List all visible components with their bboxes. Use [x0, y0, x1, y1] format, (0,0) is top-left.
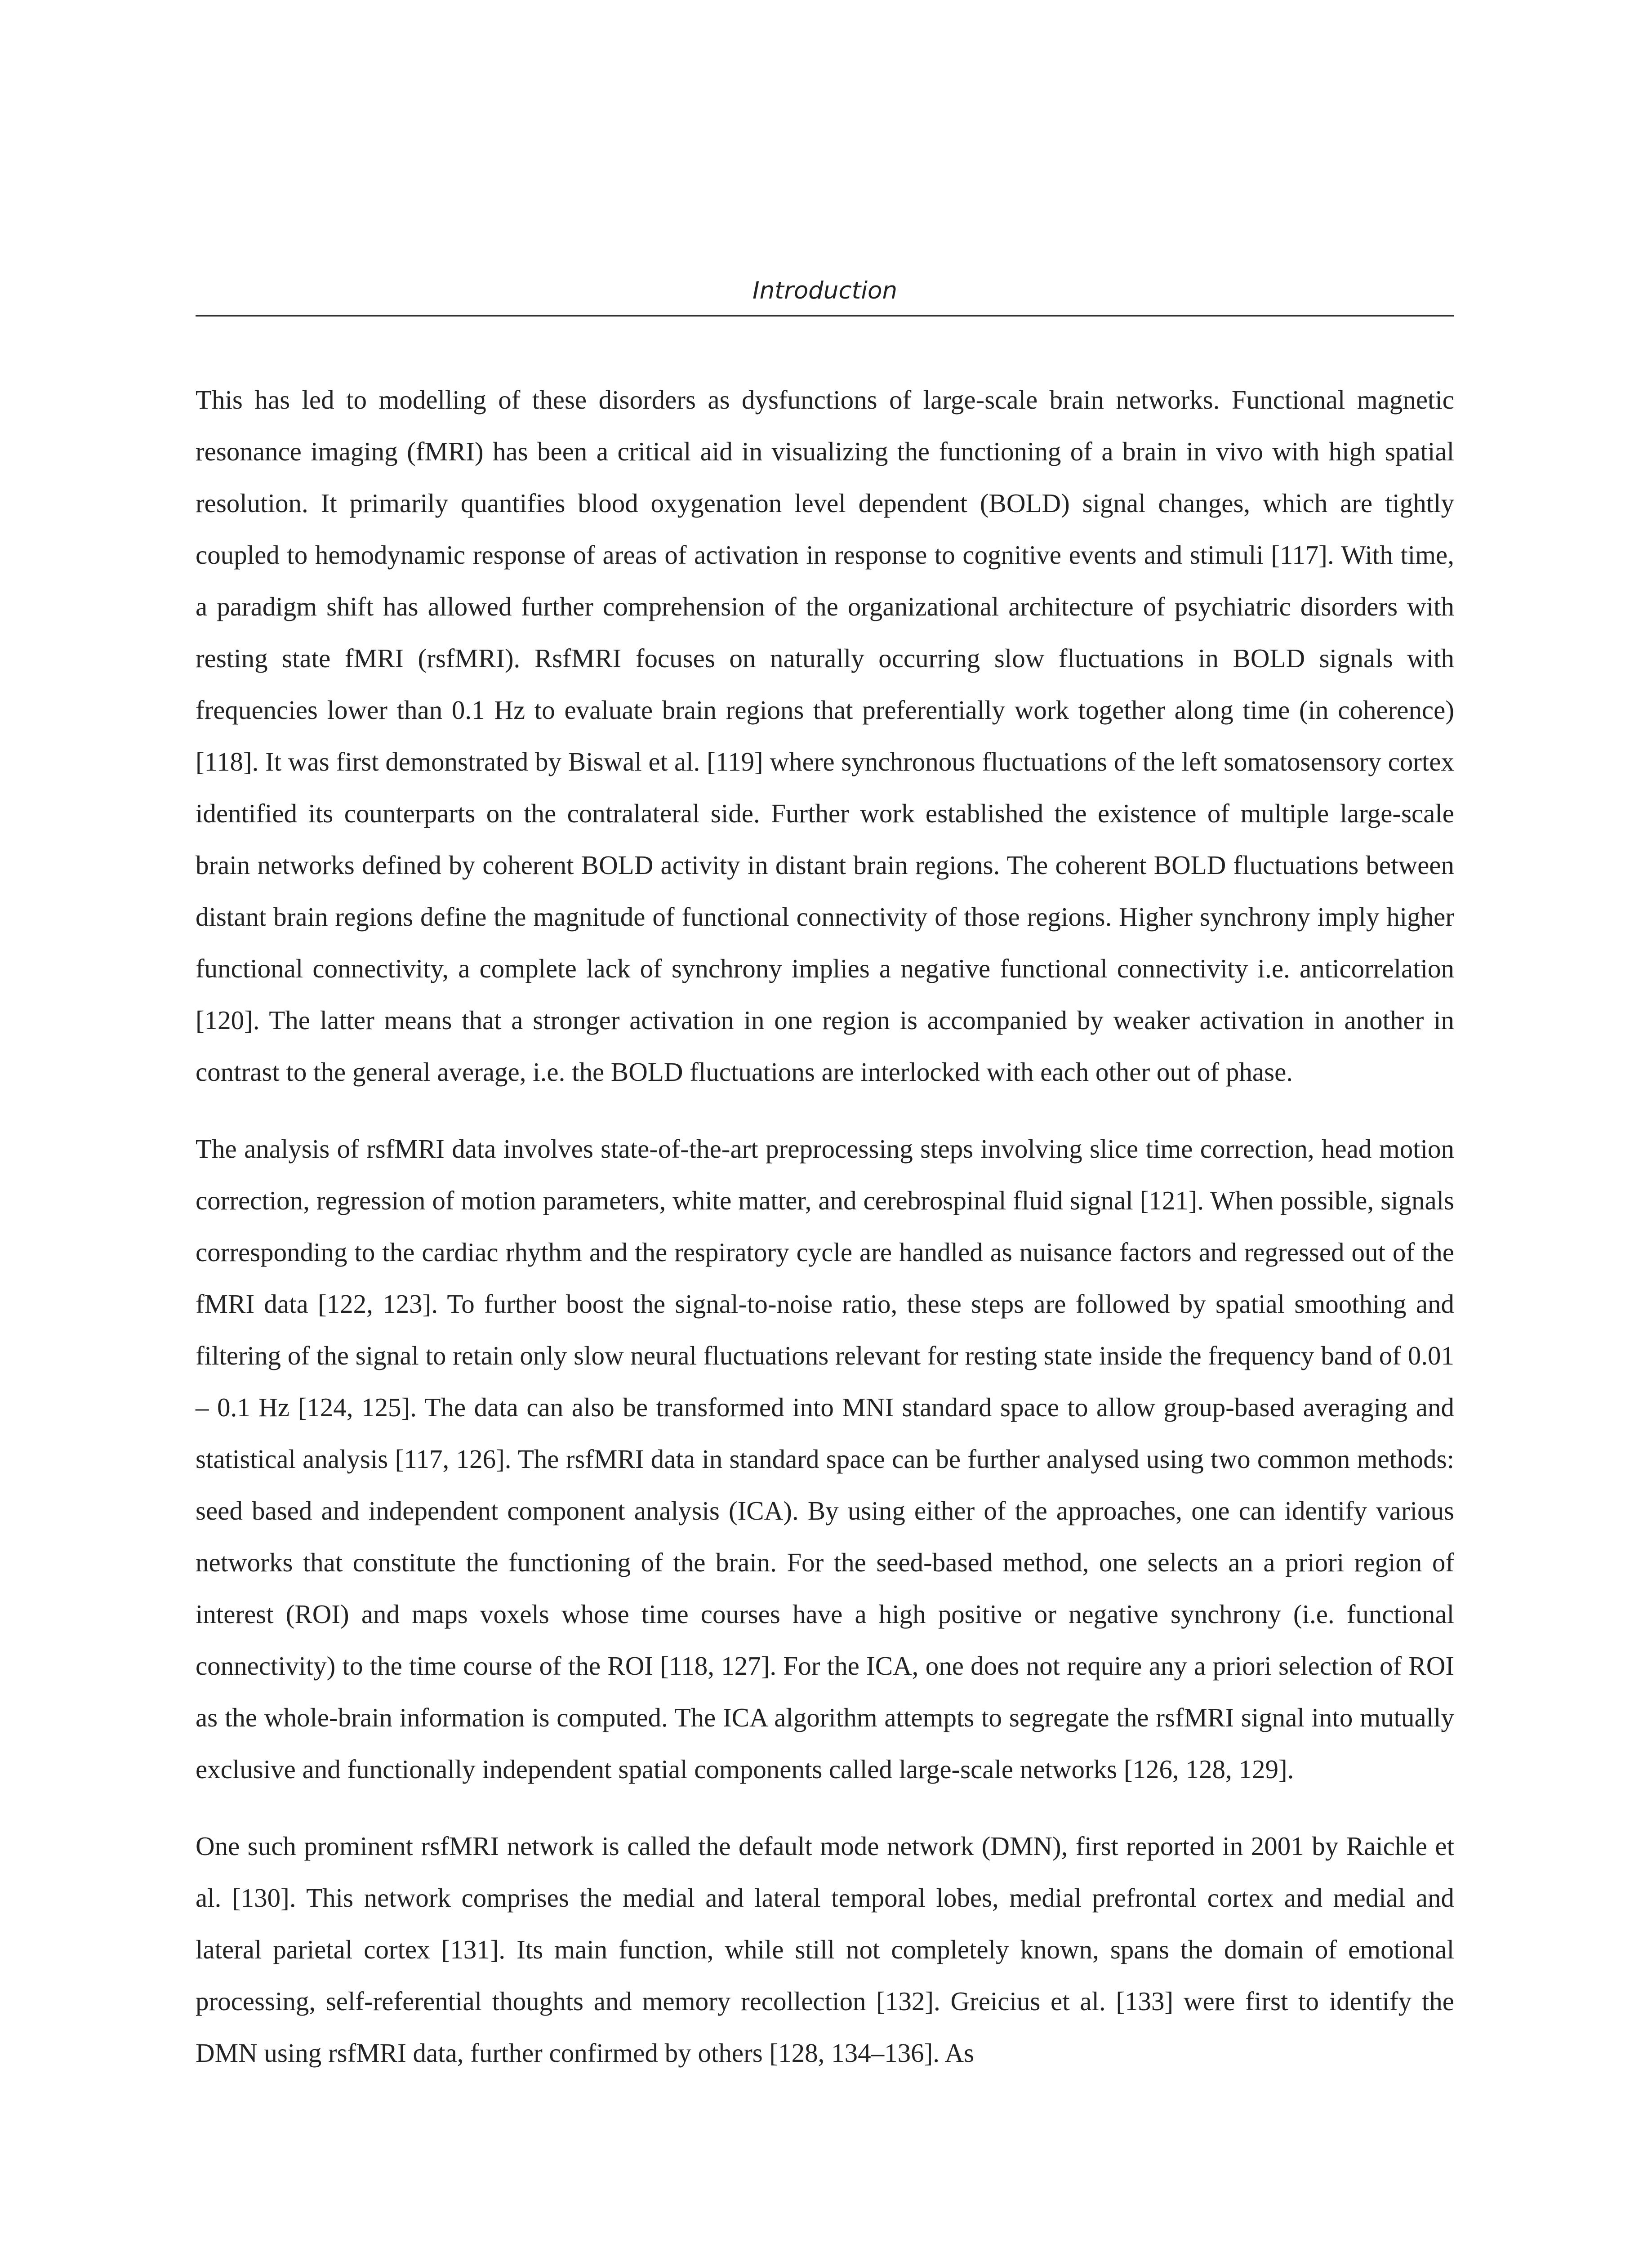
body-text	[196, 374, 1454, 2104]
header-rule	[196, 315, 1454, 317]
running-head-title: Introduction	[752, 277, 898, 304]
paragraph-3: One such prominent rsfMRI network is called the default mode network (DMN), first reported in 2001 by Raichle et al. [130]. This network comprises the medial and lateral temporal lobes, medial prefrontal cortex and medial and lateral parietal cortex [131]. Its main function, while still not completely known, spans the domain of emotional processing, self-referential thoughts and memory recollection [132]. Greicius et al. [133] were first to identify the DMN using rsfMRI data, further confirmed by others [128, 134–136]. As	[196, 1831, 1454, 2068]
paragraph-1: This has led to modelling of these disorders as dysfunctions of large-scale brain networks. Functional magnetic resonance imaging (fMRI) has been a critical aid in visualizing the functioning of a brain in vivo with high spatial resolution. It primarily quantifies blood oxygenation level dependent (BOLD) signal changes, which are tightly coupled to hemodynamic response of areas of activation in response to cognitive events and stimuli [117]. With time, a paradigm shift has allowed further comprehension of the organizational architecture of psychiatric disorders with resting state fMRI (rsfMRI). RsfMRI focuses on naturally occurring slow fluctuations in BOLD signals with frequencies lower than 0.1 Hz to evaluate brain regions that preferentially work together along time (in coherence) [118]. It was first demonstrated by Biswal et al. [119] where synchronous fluctuations of the left somatosensory cortex identified its counterparts on the contralateral side. Further work established the existence of multiple large-scale brain networks defined by coherent BOLD activity in distant brain regions. The coherent BOLD fluctuations between distant brain regions define the magnitude of functional connectivity of those regions. Higher synchrony imply higher functional connectivity, a complete lack of synchrony implies a negative functional connectivity i.e. anticorrelation [120]. The latter means that a stronger activation in one region is accompanied by weaker activation in another in contrast to the general average, i.e. the BOLD fluctuations are interlocked with each other out of phase.	[196, 385, 1454, 1087]
paragraph-2: The analysis of rsfMRI data involves state-of-the-art preprocessing steps involving slice time correction, head motion correction, regression of motion parameters, white matter, and cerebrospinal fluid signal [121]. When possible, signals corresponding to the cardiac rhythm and the respiratory cycle are handled as nuisance factors and regressed out of the fMRI data [122, 123]. To further boost the signal-to-noise ratio, these steps are followed by spatial smoothing and filtering of the signal to retain only slow neural fluctuations relevant for resting state inside the frequency band of 0.01 – 0.1 Hz [124, 125]. The data can also be transformed into MNI standard space to allow group-based averaging and statistical analysis [117, 126]. The rsfMRI data in standard space can be further analysed using two common methods: seed based and independent component analysis (ICA). By using either of the approaches, one can identify various networks that constitute the functioning of the brain. For the seed-based method, one selects an a priori region of interest (ROI) and maps voxels whose time courses have a high positive or negative synchrony (i.e. functional connectivity) to the time course of the ROI [118, 127]. For the ICA, one does not require any a priori selection of ROI as the whole-brain information is computed. The ICA algorithm attempts to segregate the rsfMRI signal into mutually exclusive and functionally independent spatial components called large-scale networks [126, 128, 129].	[196, 1134, 1454, 1784]
